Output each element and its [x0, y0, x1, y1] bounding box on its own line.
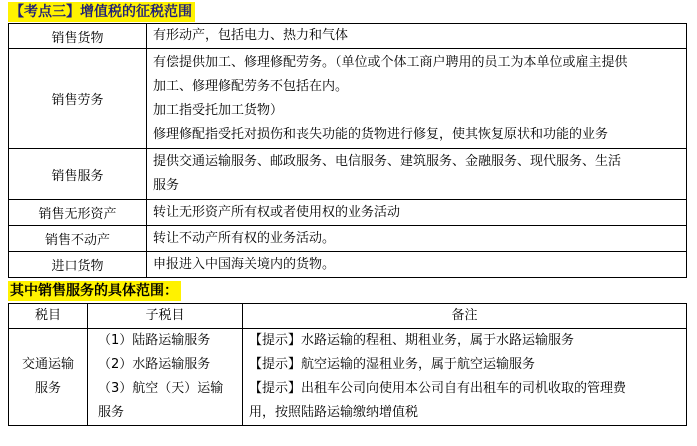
row-value [147, 49, 687, 149]
row-value [147, 24, 687, 49]
row-value-line: 修理修配指受托对损伤和丧失功能的货物进行修复，使其恢复原状和功能的业务 [153, 126, 609, 142]
row-key: 销售货物 [9, 24, 147, 49]
tax-item-line: 服务 [34, 381, 61, 396]
tax-item-line: 交通运输 [21, 357, 74, 372]
header-sub-item: 子税目 [88, 304, 243, 329]
row-value [147, 252, 687, 278]
header-notes: 备注 [243, 304, 687, 329]
row-value-line: 有偿提供加工、修理修配劳务。（单位或个体工商户聘用的员工为本单位或雇主提供 [153, 54, 628, 70]
table-header-row [9, 304, 687, 329]
row-value-line: 有形动产，包括电力、热力和气体 [153, 28, 349, 43]
row-value [147, 149, 687, 200]
row-value-line: 转让无形资产所有权或者使用权的业务活动 [153, 204, 401, 220]
row-value [147, 200, 687, 226]
sub-item: （1）陆路运输服务 [98, 333, 211, 348]
header-tax-item: 税目 [9, 304, 88, 329]
sub-item: （3）航空（天）运输 [98, 381, 224, 396]
section-title-vat-scope: 【考点三】增值税的征税范围 [8, 2, 195, 22]
table-row [9, 200, 687, 226]
row-key: 进口货物 [9, 252, 147, 278]
note-line: 【提示】航空运输的湿租业务，属于航空运输服务 [249, 357, 536, 372]
service-scope-table [8, 303, 687, 426]
row-key: 销售劳务 [9, 49, 147, 149]
section-title-service-scope: 其中销售服务的具体范围： [8, 281, 181, 301]
row-key: 销售无形资产 [9, 200, 147, 226]
row-value-line: 服务 [153, 178, 180, 193]
row-value-line: 加工指受托加工货物） [153, 102, 284, 118]
sub-item: 服务 [98, 405, 125, 420]
table-row [9, 49, 687, 149]
sub-items-cell [88, 329, 243, 426]
table-row [9, 329, 687, 426]
row-value-line: 提供交通运输服务、邮政服务、电信服务、建筑服务、金融服务、现代服务、生活 [153, 154, 622, 169]
table-row [9, 149, 687, 200]
row-value-line: 转让不动产所有权的业务活动。 [153, 230, 336, 246]
row-value-line: 申报进入中国海关境内的货物。 [153, 256, 336, 272]
tax-item-cell [9, 329, 88, 426]
sub-item: （2）水路运输服务 [98, 357, 211, 372]
row-key: 销售服务 [9, 149, 147, 200]
vat-scope-table [8, 23, 687, 278]
row-value-line: 加工、修理修配劳务不包括在内。 [153, 78, 349, 94]
notes-cell [243, 329, 687, 426]
note-line: 【提示】出租车公司向使用本公司自有出租车的司机收取的管理费 [249, 381, 627, 396]
table-row [9, 252, 687, 278]
table-row [9, 226, 687, 252]
row-value [147, 226, 687, 252]
table-row [9, 24, 687, 49]
note-line: 用，按照陆路运输缴纳增值税 [249, 405, 419, 420]
row-key: 销售不动产 [9, 226, 147, 252]
note-line: 【提示】水路运输的程租、期租业务，属于水路运输服务 [249, 333, 575, 348]
